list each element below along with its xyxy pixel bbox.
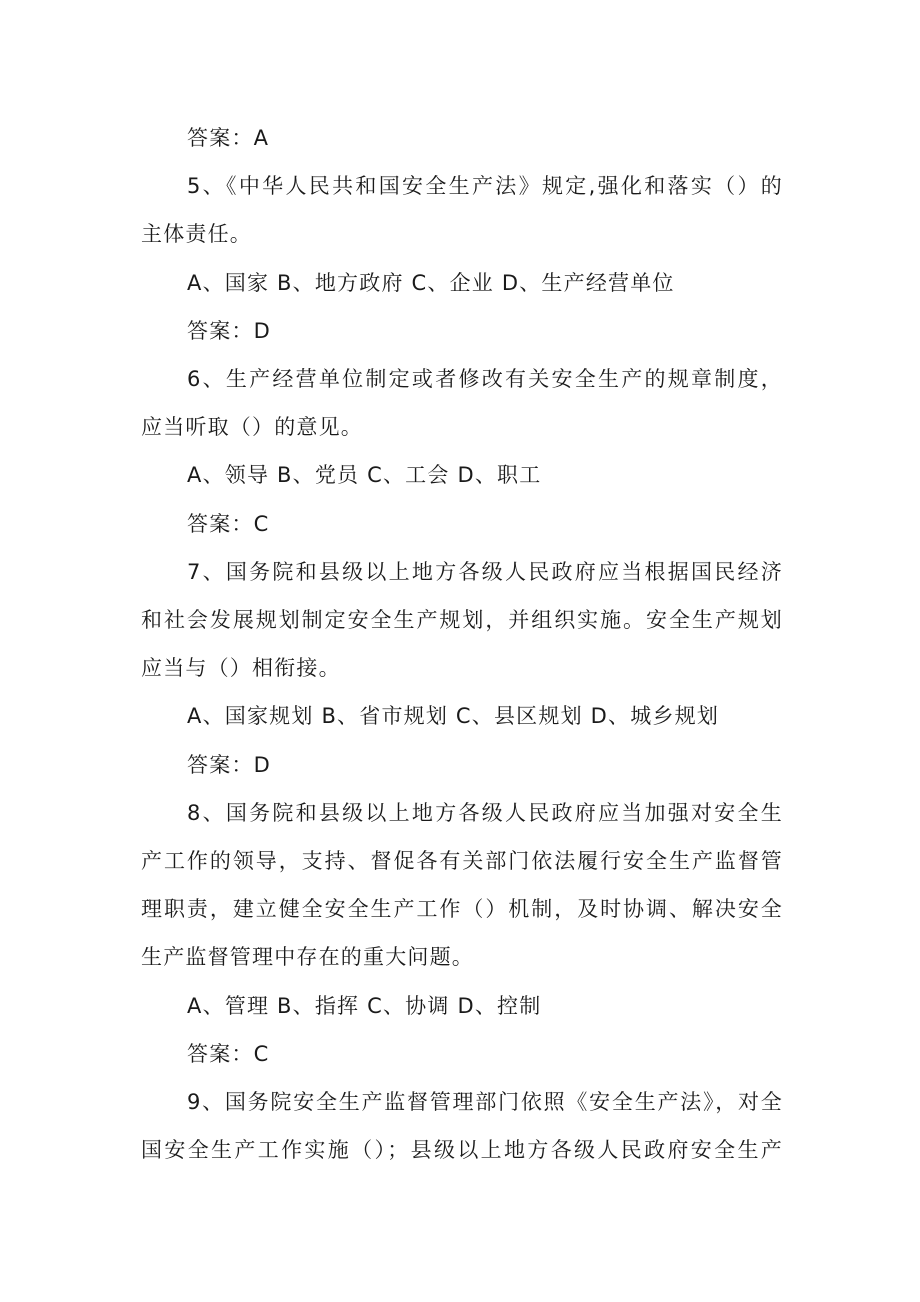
- answer-line: 答案：D: [187, 318, 271, 343]
- answer-line: 答案：A: [187, 126, 270, 150]
- options-line: A、国家 B、地方政府 C、企业 D、生产经营单位: [187, 270, 675, 295]
- question-line: 生产监督管理中存在的重大问题。: [141, 945, 474, 970]
- question-line: 和社会发展规划制定安全生产规划，并组织实施。安全生产规划: [141, 608, 783, 633]
- question-line: 国安全生产工作实施（）；县级以上地方各级人民政府安全生产: [141, 1138, 783, 1163]
- question-line: 理职责，建立健全安全生产工作（）机制，及时协调、解决安全: [141, 897, 783, 922]
- options-line: A、领导 B、党员 C、工会 D、职工: [187, 463, 542, 488]
- document-body: [141, 114, 783, 1174]
- question-line: 产工作的领导，支持、督促各有关部门依法履行安全生产监督管: [141, 849, 783, 874]
- question-line: 6、生产经营单位制定或者修改有关安全生产的规章制度，: [187, 367, 783, 392]
- options-line: A、管理 B、指挥 C、协调 D、控制: [187, 993, 542, 1018]
- answer-line: 答案：C: [187, 511, 270, 536]
- question-line: 应当与（）相衔接。: [141, 656, 341, 681]
- options-line: A、国家规划 B、省市规划 C、县区规划 D、城乡规划: [187, 704, 720, 729]
- question-line: 7、国务院和县级以上地方各级人民政府应当根据国民经济: [187, 559, 783, 584]
- question-line: 8、国务院和县级以上地方各级人民政府应当加强对安全生: [187, 800, 783, 825]
- question-line: 9、国务院安全生产监督管理部门依照《安全生产法》，对全: [187, 1090, 783, 1115]
- answer-line: 答案：D: [187, 752, 271, 777]
- question-line: 主体责任。: [141, 222, 252, 247]
- question-line: 5、《中华人民共和国安全生产法》规定,强化和落实（）的: [187, 174, 783, 199]
- question-line: 应当听取（）的意见。: [141, 415, 363, 440]
- answer-line: 答案：C: [187, 1041, 270, 1066]
